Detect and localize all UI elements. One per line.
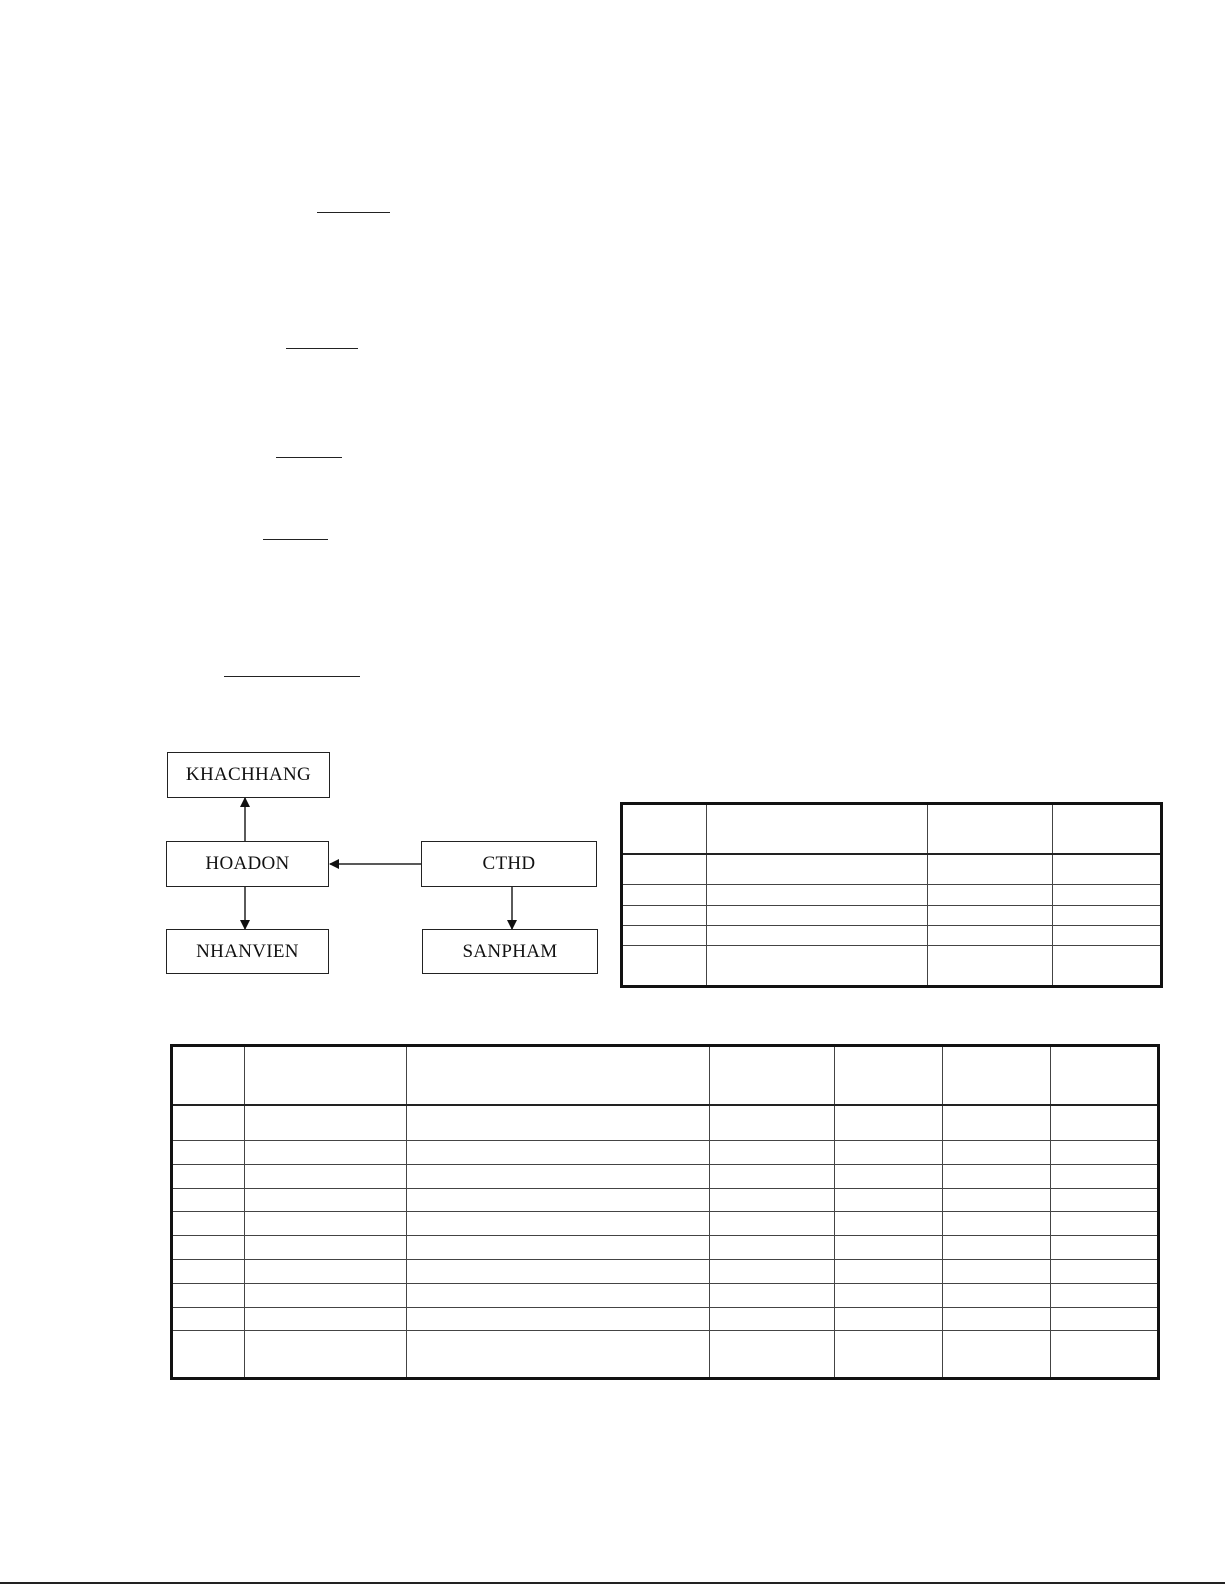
table-row: [172, 1164, 1159, 1188]
table-cell: [835, 1283, 943, 1307]
table-cell: [1051, 1307, 1159, 1331]
table-cell: [407, 1188, 710, 1212]
table-cell: [245, 1260, 407, 1284]
table-cell: [245, 1212, 407, 1236]
table-cell: [1051, 1105, 1159, 1141]
table-cell: [943, 1105, 1051, 1141]
table-cell: [1051, 1046, 1159, 1105]
table-cell: [943, 1164, 1051, 1188]
table-cell: [407, 1283, 710, 1307]
table-cell: [172, 1141, 245, 1165]
table-cell: [710, 1307, 835, 1331]
table-cell: [1051, 1260, 1159, 1284]
entity-khachhang: [167, 752, 330, 798]
table-cell: [710, 1236, 835, 1260]
table-cell: [407, 1260, 710, 1284]
table-cell: [245, 1236, 407, 1260]
table-row: [622, 804, 1162, 855]
table-cell: [943, 1188, 1051, 1212]
table-row: [172, 1331, 1159, 1379]
table-cell: [707, 946, 928, 987]
entity-cthd-label: CTHD: [482, 853, 536, 874]
table-row: [172, 1260, 1159, 1284]
table-cell: [710, 1046, 835, 1105]
table-cell: [172, 1046, 245, 1105]
table-cell: [835, 1141, 943, 1165]
table-row: [172, 1236, 1159, 1260]
entity-nhanvien: [166, 929, 329, 974]
table-cell: [172, 1331, 245, 1379]
table-cell: [407, 1141, 710, 1165]
table-cell: [835, 1260, 943, 1284]
table-cell: [245, 1188, 407, 1212]
entity-sanpham-label: SANPHAM: [462, 940, 558, 962]
large-table-body: [172, 1046, 1159, 1379]
table-row: [172, 1105, 1159, 1141]
table-cell: [1053, 885, 1162, 905]
table-cell: [835, 1307, 943, 1331]
entity-khachhang-label: KHACHHANG: [185, 764, 312, 785]
table-cell: [707, 804, 928, 855]
table-cell: [710, 1283, 835, 1307]
table-cell: [943, 1283, 1051, 1307]
entity-sanpham: [422, 929, 598, 974]
table-cell: [1053, 925, 1162, 945]
table-cell: [245, 1164, 407, 1188]
table-cell: [928, 804, 1053, 855]
table-cell: [928, 925, 1053, 945]
small-table: [620, 802, 1163, 988]
table-cell: [943, 1212, 1051, 1236]
table-cell: [835, 1331, 943, 1379]
table-cell: [172, 1307, 245, 1331]
table-cell: [1053, 804, 1162, 855]
table-row: [622, 946, 1162, 987]
table-cell: [407, 1164, 710, 1188]
table-row: [622, 854, 1162, 885]
table-cell: [835, 1164, 943, 1188]
entity-hoadon-label: HOADON: [205, 853, 290, 874]
table-cell: [928, 885, 1053, 905]
small-table-body: [622, 804, 1162, 987]
table-cell: [622, 885, 707, 905]
table-cell: [710, 1212, 835, 1236]
table-cell: [928, 905, 1053, 925]
entity-nhanvien-label: NHANVIEN: [196, 940, 299, 962]
large-table: [170, 1044, 1160, 1380]
table-cell: [407, 1236, 710, 1260]
table-cell: [1051, 1212, 1159, 1236]
table-cell: [172, 1105, 245, 1141]
table-cell: [835, 1236, 943, 1260]
table-cell: [407, 1307, 710, 1331]
table-cell: [622, 925, 707, 945]
table-cell: [1051, 1283, 1159, 1307]
table-cell: [835, 1105, 943, 1141]
table-cell: [1053, 946, 1162, 987]
table-row: [622, 885, 1162, 905]
table-cell: [943, 1141, 1051, 1165]
table-cell: [928, 854, 1053, 885]
entity-hoadon: [166, 841, 329, 887]
table-cell: [622, 946, 707, 987]
table-cell: [1051, 1188, 1159, 1212]
table-cell: [710, 1164, 835, 1188]
table-cell: [928, 946, 1053, 987]
table-cell: [407, 1212, 710, 1236]
table-row: [172, 1307, 1159, 1331]
table-cell: [710, 1188, 835, 1212]
table-cell: [710, 1331, 835, 1379]
table-row: [172, 1212, 1159, 1236]
table-cell: [407, 1046, 710, 1105]
table-cell: [245, 1307, 407, 1331]
table-row: [172, 1188, 1159, 1212]
table-cell: [710, 1141, 835, 1165]
table-cell: [172, 1283, 245, 1307]
table-cell: [1053, 854, 1162, 885]
table-cell: [707, 854, 928, 885]
table-cell: [943, 1236, 1051, 1260]
table-cell: [245, 1105, 407, 1141]
table-cell: [1051, 1141, 1159, 1165]
page-bottom-rule: [0, 1582, 1225, 1584]
table-cell: [1051, 1331, 1159, 1379]
table-cell: [707, 885, 928, 905]
table-cell: [172, 1236, 245, 1260]
table-cell: [245, 1046, 407, 1105]
table-cell: [835, 1046, 943, 1105]
table-cell: [245, 1283, 407, 1307]
table-cell: [407, 1331, 710, 1379]
table-cell: [943, 1046, 1051, 1105]
table-row: [172, 1141, 1159, 1165]
table-cell: [710, 1105, 835, 1141]
table-cell: [707, 905, 928, 925]
table-cell: [245, 1141, 407, 1165]
table-cell: [710, 1260, 835, 1284]
table-cell: [245, 1331, 407, 1379]
table-row: [172, 1046, 1159, 1105]
table-cell: [407, 1105, 710, 1141]
table-cell: [835, 1212, 943, 1236]
table-cell: [1053, 905, 1162, 925]
table-row: [172, 1283, 1159, 1307]
entity-cthd: [421, 841, 597, 887]
table-row: [622, 925, 1162, 945]
table-cell: [1051, 1236, 1159, 1260]
table-cell: [172, 1188, 245, 1212]
table-row: [622, 905, 1162, 925]
table-cell: [943, 1260, 1051, 1284]
table-cell: [172, 1212, 245, 1236]
table-cell: [1051, 1164, 1159, 1188]
table-cell: [172, 1164, 245, 1188]
table-cell: [172, 1260, 245, 1284]
table-cell: [622, 854, 707, 885]
table-cell: [943, 1331, 1051, 1379]
table-cell: [622, 905, 707, 925]
table-cell: [707, 925, 928, 945]
table-cell: [943, 1307, 1051, 1331]
table-cell: [835, 1188, 943, 1212]
table-cell: [622, 804, 707, 855]
